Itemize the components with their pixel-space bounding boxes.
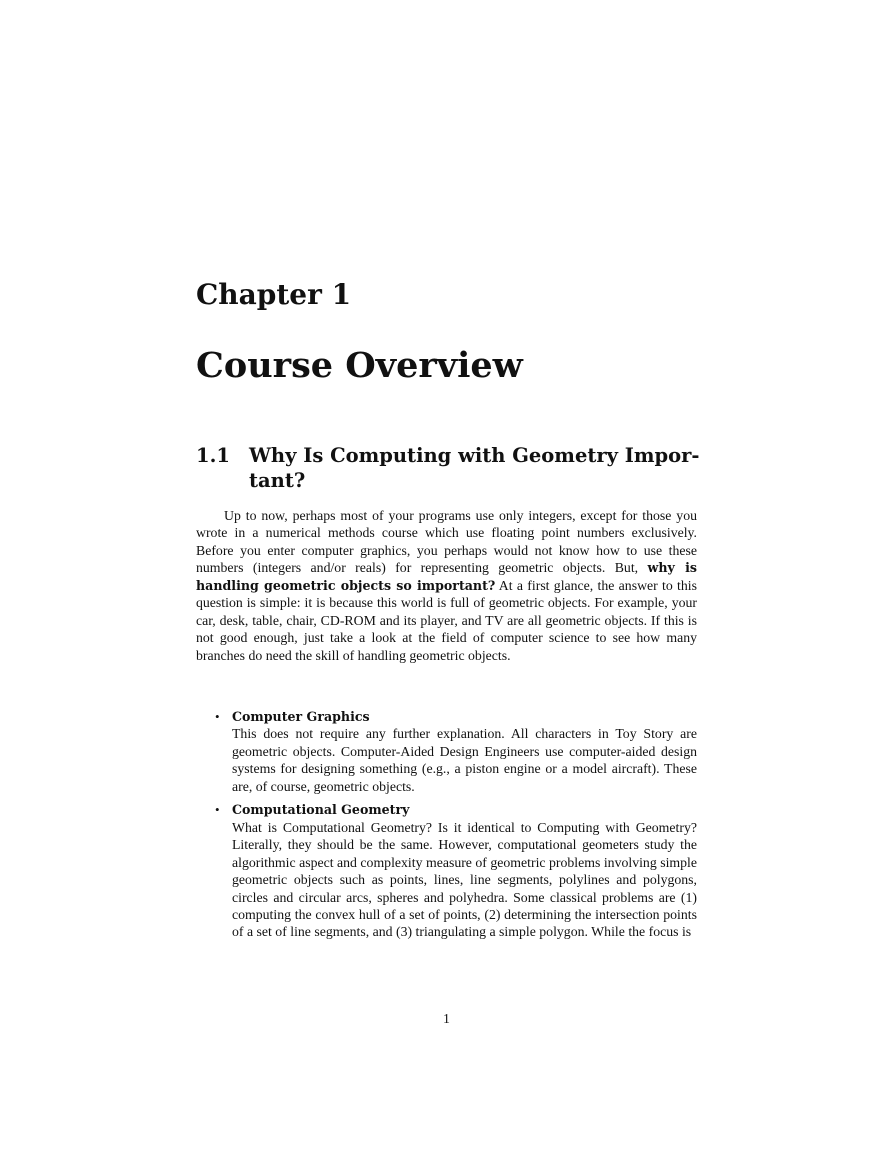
list-item-term: Computational Geometry [232, 802, 410, 818]
intro-text-part-2: At a first glance, the answer to this question is simple: it is because this world is full of geometric objects. For example, your car, desk, table, chair, CD-ROM and its player, and TV are all geometric objects. If this is not good enough, just take a look at the field of computer science to see how many branches do need the skill of handling geometric objects. [196, 577, 697, 663]
page-number: 1 [443, 1011, 450, 1026]
chapter-title: Course Overview [196, 345, 523, 386]
list-item-text: What is Computational Geometry? Is it identical to Computing with Geometry? Literally, they should be the same. However, computational geometers study the algorithmic aspect and complexity measure of geometric problems involving simple geometric objects such as points, lines, line segments, polylines and polygons, circles and circular arcs, spheres and polyhedra. Some classical problems are (1) computing the convex hull of a set of points, (2) determining the intersection points of a set of line segments, and (3) triangulating a simple polygon. While the focus is [232, 819, 697, 940]
intro-paragraph [196, 507, 697, 664]
list-item [196, 801, 697, 941]
intro-text-part-1: Up to now, perhaps most of your programs use only integers, except for those you wrote in a numerical methods course which use floating point numbers exclusively. Before you enter computer graphics, you perhaps would not know how to use these numbers (integers and/or reals) for representing geometric objects. But, [196, 508, 697, 576]
section-number: 1.1 [196, 444, 230, 467]
intro-highlight: why is handling geometric objects so important? [196, 560, 698, 593]
bullet-icon: • [215, 802, 220, 818]
bullet-icon: • [215, 709, 220, 724]
section-title-line-1: Why Is Computing with Geometry Impor- [249, 444, 700, 467]
topic-list [196, 708, 697, 947]
intro-text [196, 507, 697, 664]
section-heading [196, 443, 701, 493]
list-item-text: This does not require any further explanation. All characters in Toy Story are geometric objects. Computer-Aided Design Engineers use computer-aided design systems for designing something (e.g., a piston engine or a model aircraft). These are, of course, geometric objects. [232, 726, 697, 794]
chapter-label: Chapter 1 [196, 278, 352, 311]
section-title-line-2: tant? [249, 469, 306, 492]
list-item [196, 708, 697, 795]
list-item-term: Computer Graphics [232, 709, 370, 724]
